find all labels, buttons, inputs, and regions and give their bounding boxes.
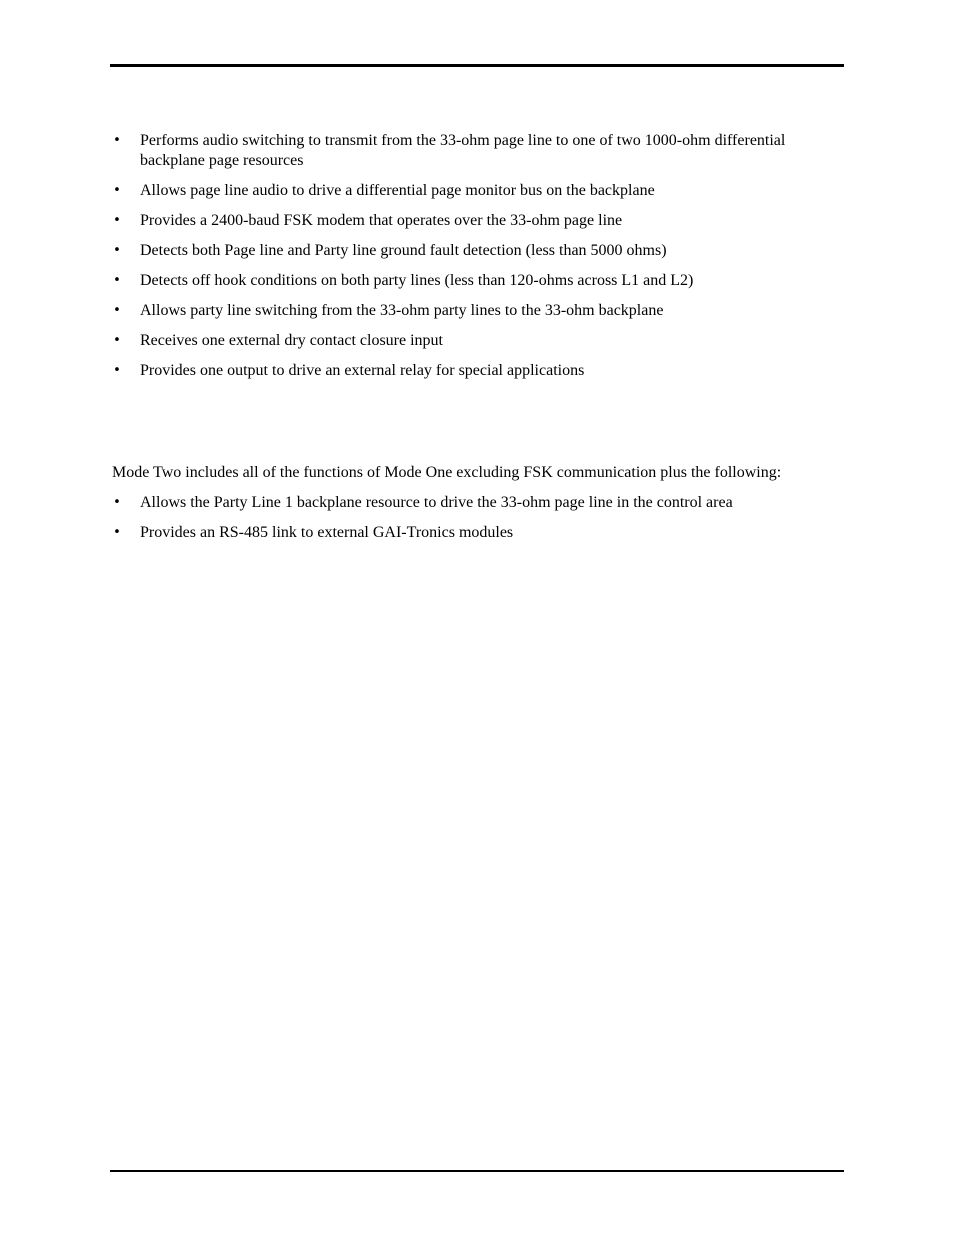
header-rule	[110, 64, 844, 67]
bullet-icon: •	[113, 183, 121, 198]
list-item-text: Performs audio switching to transmit from the 33-ohm page line to one of two 1000-ohm differential backplane page resources	[140, 132, 786, 169]
mode-one-feature-list	[112, 131, 844, 391]
list-item	[112, 523, 844, 543]
list-item	[112, 241, 844, 261]
list-item-text: Allows page line audio to drive a differential page monitor bus on the backplane	[140, 182, 655, 199]
list-item-text: Allows the Party Line 1 backplane resource to drive the 33-ohm page line in the control area	[140, 494, 733, 511]
bullet-icon: •	[113, 525, 121, 540]
list-item-text: Receives one external dry contact closure input	[140, 332, 443, 349]
bullet-icon: •	[113, 213, 121, 228]
mode-two-intro: Mode Two includes all of the functions of Mode One excluding FSK communication plus the following:	[112, 464, 782, 481]
list-item	[112, 361, 844, 381]
bullet-icon: •	[113, 303, 121, 318]
list-item-text: Provides one output to drive an external relay for special applications	[140, 362, 585, 379]
list-item	[112, 271, 844, 291]
list-item	[112, 331, 844, 351]
list-item	[112, 301, 844, 321]
bullet-icon: •	[113, 333, 121, 348]
bullet-icon: •	[113, 243, 121, 258]
list-item	[112, 181, 844, 201]
mode-two-feature-list	[112, 493, 844, 553]
list-item-text: Provides a 2400-baud FSK modem that operates over the 33-ohm page line	[140, 212, 623, 229]
list-item-text: Allows party line switching from the 33-ohm party lines to the 33-ohm backplane	[140, 302, 664, 319]
bullet-icon: •	[113, 363, 121, 378]
list-item-text: Provides an RS-485 link to external GAI-Tronics modules	[140, 524, 514, 541]
bullet-icon: •	[113, 133, 121, 148]
list-item-text: Detects off hook conditions on both party lines (less than 120-ohms across L1 and L2)	[140, 272, 694, 289]
list-item	[112, 493, 844, 513]
bullet-icon: •	[113, 273, 121, 288]
list-item-text: Detects both Page line and Party line ground fault detection (less than 5000 ohms)	[140, 242, 667, 259]
list-item	[112, 211, 844, 231]
list-item	[112, 131, 844, 171]
bullet-icon: •	[113, 495, 121, 510]
footer-rule	[110, 1170, 844, 1172]
